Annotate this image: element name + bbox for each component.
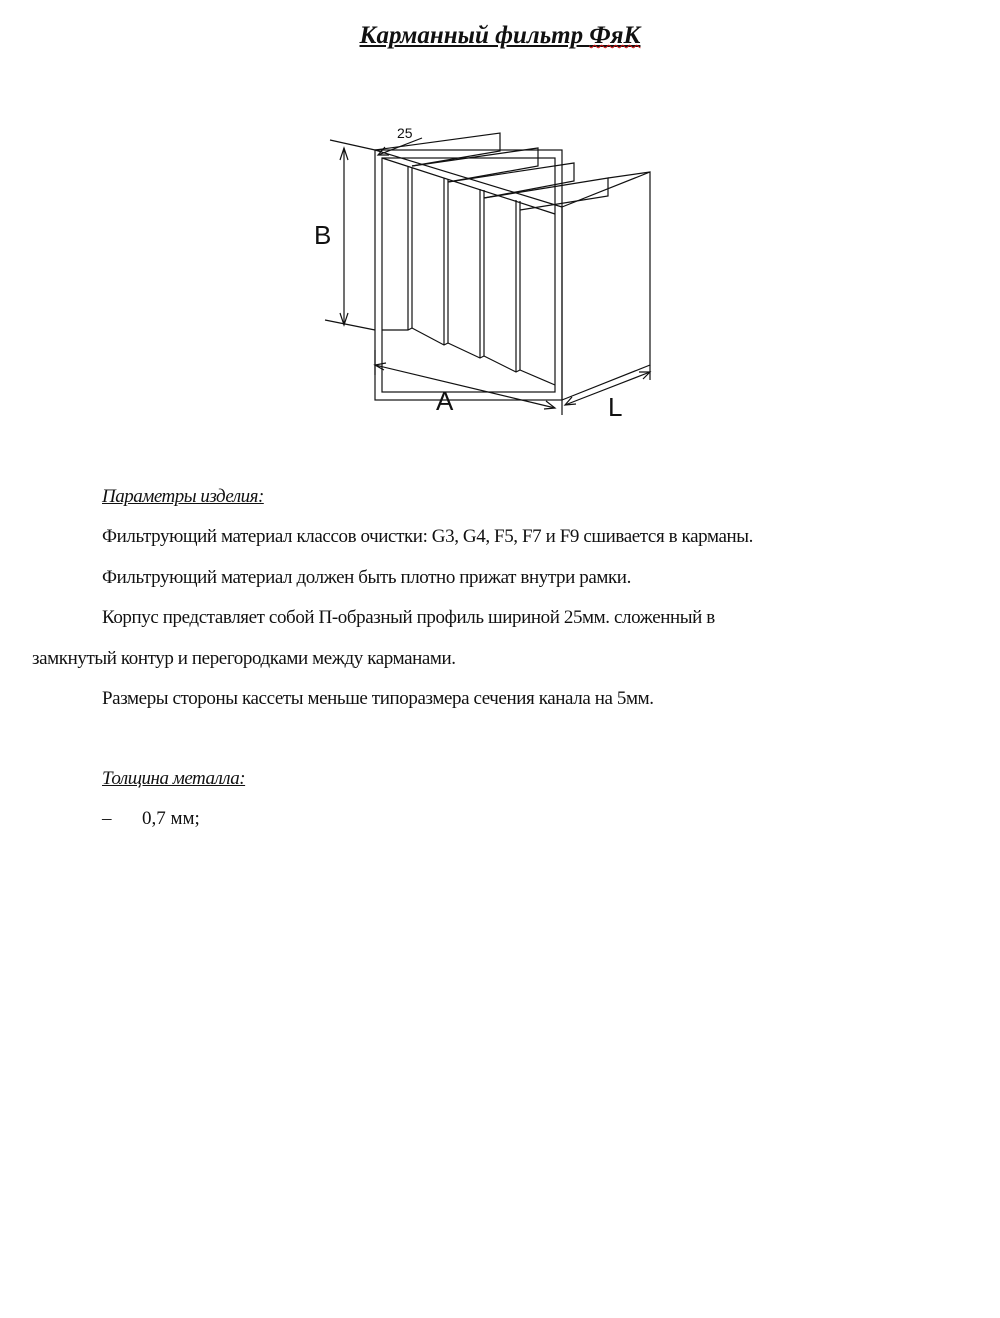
param-line-4: замкнутый контур и перегородками между карманами. <box>32 648 456 669</box>
section-heading-params: Параметры изделия: <box>102 486 264 507</box>
dim-a-label: A <box>436 386 454 416</box>
dim-l-label: L <box>608 392 623 422</box>
page-title <box>0 22 1000 50</box>
dim-b-label: B <box>314 220 332 250</box>
side-box <box>562 172 650 400</box>
param-line-3: Корпус представляет собой П-образный профиль шириной 25мм. сложенный в <box>102 607 715 628</box>
list-marker: – <box>102 808 112 829</box>
front-frame-outer <box>375 150 562 400</box>
list-item-text: 0,7 мм; <box>142 808 200 829</box>
param-line-5: Размеры стороны кассеты меньше типоразмера сечения канала на 5мм. <box>102 688 654 709</box>
section-heading-thickness: Толщина металла: <box>102 768 246 789</box>
param-line-2: Фильтрующий материал должен быть плотно прижат внутри рамки. <box>102 567 631 588</box>
param-line-1: Фильтрующий материал классов очистки: G3, G4, F5, F7 и F9 сшивается в карманы. <box>102 526 753 547</box>
title-main: Карманный фильтр <box>359 22 590 49</box>
dim-25-label: 25 <box>397 125 413 141</box>
dim-a-line <box>375 365 555 408</box>
title-suffix: ФяК <box>589 22 641 49</box>
pocket-filter-drawing <box>300 110 680 430</box>
list-item <box>102 808 200 830</box>
pocket-top-2 <box>412 148 538 182</box>
